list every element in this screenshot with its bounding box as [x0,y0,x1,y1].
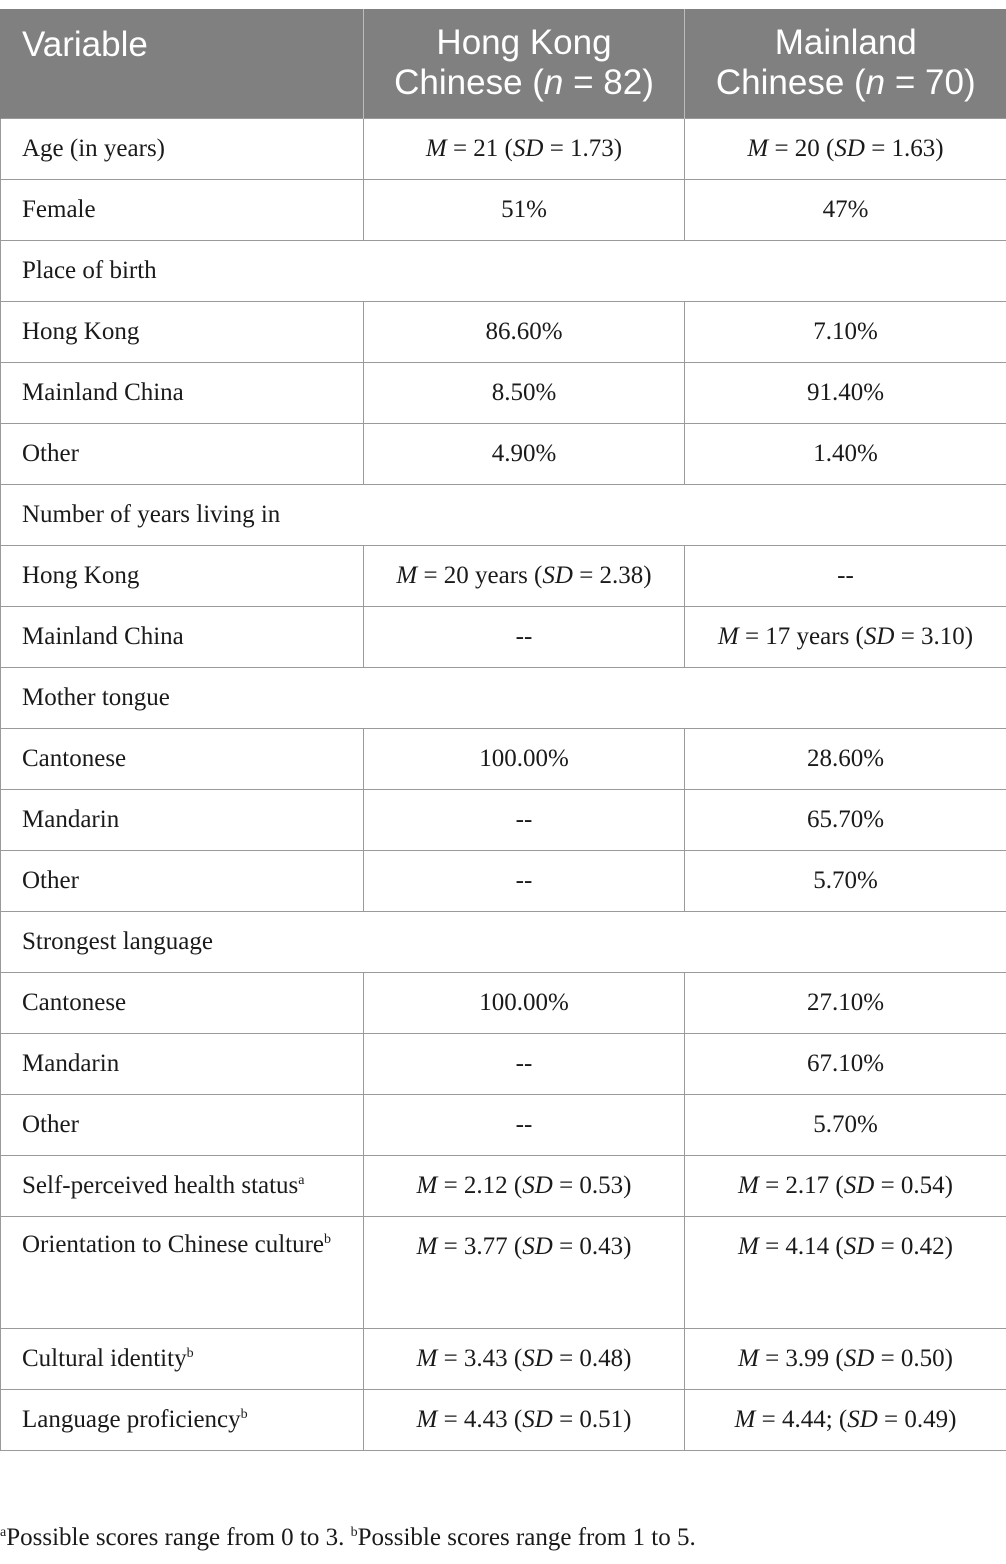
mc-value: 5.70% [813,1110,878,1138]
row-label-text: Mandarin [22,805,120,833]
hk-mean-value: = 3.77 ( [437,1232,523,1260]
mc-mean-symbol: M [737,1232,759,1260]
row-label-text: Hong Kong [22,317,140,345]
row-label-text: Other [22,866,79,894]
cell-hong-kong-chinese [364,789,685,850]
hk-sd-symbol: SD [522,1232,553,1260]
table-row [1,728,1006,789]
hk-value: -- [515,1110,533,1138]
mc-mean-symbol: M [737,1171,759,1199]
table-row [1,606,1006,667]
row-label [1,1389,364,1450]
hk-sd-symbol: SD [512,134,544,162]
mc-sd-value: = 0.49) [877,1405,957,1433]
row-label-text: Number of years living in [22,500,281,528]
section-label [1,240,1006,301]
header-hk-n: n [543,63,564,103]
hk-value: 100.00% [479,744,569,772]
hk-value: 100.00% [479,988,569,1016]
mc-sd-symbol: SD [863,622,895,650]
header-hk-line2-suffix: = 82) [563,63,654,103]
mc-value: 28.60% [806,744,885,772]
table-row [1,301,1006,362]
section-label [1,911,1006,972]
row-label [1,545,364,606]
mc-sd-value: = 3.10) [894,622,974,650]
cell-hong-kong-chinese [364,972,685,1033]
table-row [1,1094,1006,1155]
cell-hong-kong-chinese [364,545,685,606]
hk-sd-symbol: SD [522,1405,553,1433]
table-row [1,240,1006,301]
table-header [1,9,1006,118]
table-row [1,789,1006,850]
hk-value: -- [515,805,533,833]
row-label-text: Mother tongue [22,683,170,711]
hk-sd-value: = 0.53) [552,1171,632,1199]
row-label [1,728,364,789]
hk-mean-symbol: M [396,561,418,589]
row-label-text: Strongest language [22,927,213,955]
hk-value: -- [515,622,533,650]
header-mc-n: n [865,63,886,103]
mc-mean-symbol: M [737,1344,759,1372]
footnote-marker-sup [324,1232,331,1247]
row-label-text: Age (in years) [22,134,165,162]
table-body [1,118,1006,1450]
mc-value: 1.40% [813,439,878,467]
row-label [1,972,364,1033]
row-label [1,1216,364,1328]
mc-value: 65.70% [806,805,885,833]
footnote-a-mark: a [0,1525,7,1540]
table-row [1,667,1006,728]
cell-hong-kong-chinese [364,1033,685,1094]
hk-value: 51% [501,195,547,223]
row-label [1,423,364,484]
mc-sd-value: = 1.63) [864,134,944,162]
table-row [1,118,1006,179]
hk-sd-value: = 1.73) [543,134,623,162]
mc-mean-value: = 17 years ( [738,622,864,650]
table-row [1,1328,1006,1389]
row-label-text: Self-perceived health status [22,1171,299,1199]
table-row [1,545,1006,606]
mc-sd-symbol: SD [843,1344,875,1372]
footnote-marker-sup [187,1346,194,1361]
cell-hong-kong-chinese [364,423,685,484]
mc-value: -- [837,561,854,589]
hk-sd-value: = 0.48) [552,1344,632,1372]
cell-hong-kong-chinese [364,1389,685,1450]
cell-mainland-chinese [685,1155,1006,1216]
mc-sd-value: = 0.42) [874,1232,953,1260]
hk-sd-symbol: SD [522,1171,553,1199]
row-label [1,301,364,362]
hk-sd-symbol: SD [522,1344,553,1372]
header-hk-line2-prefix: Chinese ( [394,63,544,103]
header-hk-line1: Hong Kong [436,23,612,63]
row-label-text: Mainland China [22,622,184,650]
mc-mean-symbol: M [734,1405,756,1433]
footnote-marker: b [324,1231,332,1247]
cell-mainland-chinese [685,606,1006,667]
cell-hong-kong-chinese [364,1328,685,1389]
cell-mainland-chinese [685,545,1006,606]
mc-sd-symbol: SD [847,1405,878,1433]
footnote-marker-sup [298,1173,304,1188]
mc-mean-value: = 4.14 ( [758,1232,844,1260]
table-row [1,850,1006,911]
footnote-b-text: Possible scores range from 1 to 5. [357,1524,696,1551]
footnote-marker: b [240,1406,248,1422]
header-variable: Variable [1,9,364,118]
cell-hong-kong-chinese [364,301,685,362]
hk-mean-value: = 4.43 ( [437,1405,523,1433]
mc-value: 27.10% [806,988,885,1016]
hk-mean-value: = 3.43 ( [437,1344,523,1372]
mc-mean-value: = 4.44; ( [755,1405,848,1433]
header-mc-line2-prefix: Chinese ( [715,63,866,103]
hk-sd-symbol: SD [542,561,573,589]
mc-mean-value: = 3.99 ( [758,1344,844,1372]
cell-mainland-chinese [685,972,1006,1033]
mc-value: 47% [822,195,869,223]
row-label-text: Place of birth [22,256,157,284]
hk-value: -- [515,1049,533,1077]
row-label [1,1094,364,1155]
table-row [1,1033,1006,1094]
table-row [1,911,1006,972]
table-row [1,972,1006,1033]
row-label-text: Other [22,1110,79,1138]
mc-sd-symbol: SD [843,1171,875,1199]
row-label [1,1328,364,1389]
mc-mean-symbol: M [747,134,769,162]
cell-mainland-chinese [685,179,1006,240]
hk-mean-symbol: M [416,1344,438,1372]
hk-mean-symbol: M [416,1171,438,1199]
hk-sd-value: = 2.38) [572,561,652,589]
cell-mainland-chinese [685,728,1006,789]
cell-mainland-chinese [685,1389,1006,1450]
header-mc-line2-suffix: = 70) [885,63,976,103]
row-label-text: Other [22,439,79,467]
cell-mainland-chinese [685,423,1006,484]
cell-mainland-chinese [685,850,1006,911]
table-row [1,1389,1006,1450]
header-mc-line1: Mainland [774,23,917,63]
hk-mean-value: = 2.12 ( [437,1171,523,1199]
cell-mainland-chinese [685,789,1006,850]
hk-value: 4.90% [491,439,557,467]
row-label-text: Orientation to Chinese culture [22,1230,325,1258]
row-label-text: Cantonese [22,744,127,772]
row-label-text: Cultural identity [22,1344,187,1372]
cell-hong-kong-chinese [364,850,685,911]
cell-mainland-chinese [685,1033,1006,1094]
hk-value: 86.60% [485,317,563,345]
mc-mean-symbol: M [717,622,739,650]
cell-hong-kong-chinese [364,1216,685,1328]
section-label [1,667,1006,728]
hk-mean-symbol: M [416,1405,438,1433]
mc-sd-value: = 0.50) [874,1344,953,1372]
cell-hong-kong-chinese [364,1094,685,1155]
hk-mean-symbol: M [425,134,447,162]
demographics-table [0,9,1006,1451]
mc-value: 7.10% [813,317,878,345]
mc-sd-symbol: SD [843,1232,875,1260]
footnote-marker-sup [241,1407,248,1422]
table-row [1,362,1006,423]
footnote-marker: a [298,1172,305,1188]
row-label-text: Mainland China [22,378,184,406]
cell-hong-kong-chinese [364,1155,685,1216]
cell-mainland-chinese [685,362,1006,423]
cell-hong-kong-chinese [364,362,685,423]
footnote-a-text: Possible scores range from 0 to 3. [6,1524,351,1551]
cell-hong-kong-chinese [364,179,685,240]
table-footnote [0,1524,696,1552]
row-label [1,1155,364,1216]
header-hong-kong-chinese [364,9,685,118]
mc-value: 67.10% [806,1049,885,1077]
row-label-text: Language proficiency [22,1405,241,1433]
mc-value: 91.40% [806,378,885,406]
row-label [1,179,364,240]
cell-mainland-chinese [685,301,1006,362]
table-row [1,1155,1006,1216]
table-row [1,423,1006,484]
hk-mean-value: = 21 ( [446,134,513,162]
table-row [1,179,1006,240]
footnote-b-mark: b [350,1525,358,1540]
hk-mean-symbol: M [416,1232,438,1260]
hk-sd-value: = 0.51) [552,1405,632,1433]
table-row [1,484,1006,545]
mc-mean-value: = 2.17 ( [758,1171,844,1199]
row-label [1,1033,364,1094]
row-label-text: Female [22,195,96,223]
cell-mainland-chinese [685,1216,1006,1328]
hk-sd-value: = 0.43) [552,1232,632,1260]
mc-value: 5.70% [813,866,878,894]
row-label-text: Mandarin [22,1049,120,1077]
hk-value: 8.50% [491,378,557,406]
cell-mainland-chinese [685,1328,1006,1389]
cell-mainland-chinese [685,118,1006,179]
section-label [1,484,1006,545]
footnote-marker: b [186,1345,194,1361]
cell-hong-kong-chinese [364,606,685,667]
row-label-text: Hong Kong [22,561,140,589]
row-label [1,606,364,667]
header-mainland-chinese [685,9,1006,118]
mc-sd-value: = 0.54) [874,1171,953,1199]
row-label [1,118,364,179]
hk-mean-value: = 20 years ( [417,561,543,589]
row-label [1,850,364,911]
cell-hong-kong-chinese [364,118,685,179]
row-label-text: Cantonese [22,988,127,1016]
mc-sd-symbol: SD [834,134,865,162]
table-row [1,1216,1006,1328]
cell-mainland-chinese [685,1094,1006,1155]
mc-mean-value: = 20 ( [768,134,835,162]
row-label [1,362,364,423]
row-label [1,789,364,850]
hk-value: -- [515,866,533,894]
cell-hong-kong-chinese [364,728,685,789]
